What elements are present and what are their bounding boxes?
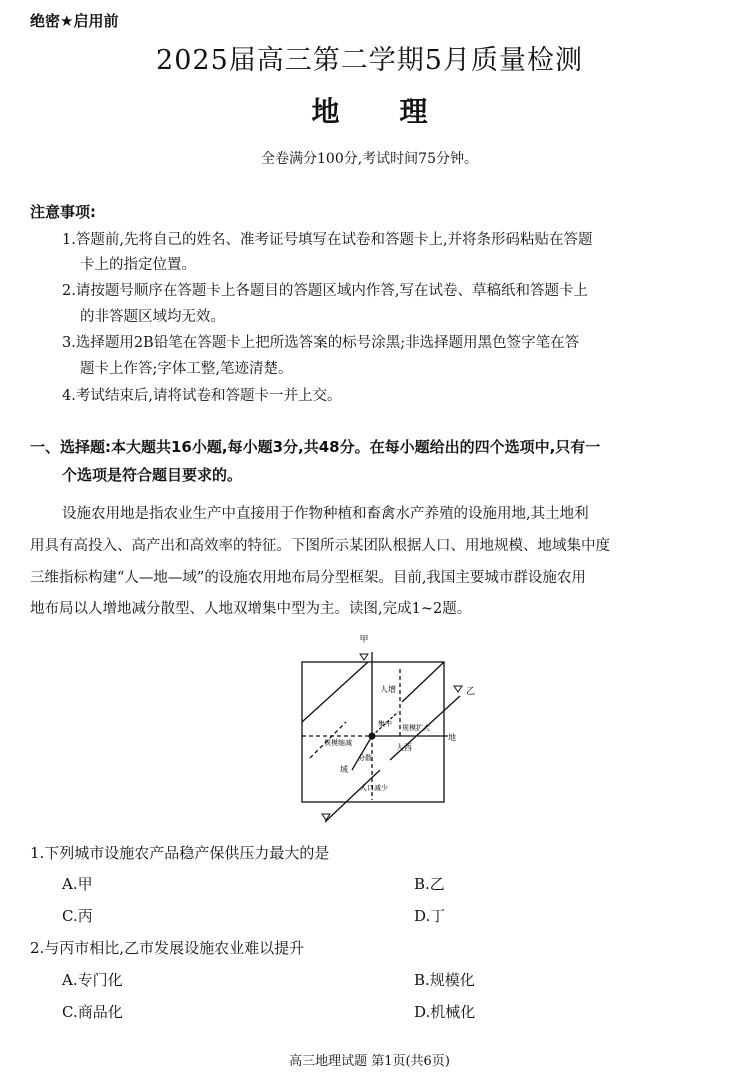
origin-dot <box>369 733 376 740</box>
passage-line: 设施农用地是指农业生产中直接用于作物种植和畜禽水产养殖的设施用地,其土地利 <box>62 506 589 522</box>
question-2-option-a[interactable]: A.专门化 <box>62 971 123 989</box>
label-yi: 乙 <box>466 687 476 697</box>
label-ren-tag: 人西 <box>396 743 412 752</box>
yu-axis <box>352 736 372 770</box>
question-1-stem: 1.下列城市设施农产品稳产保供压力最大的是 <box>30 844 330 862</box>
page-footer: 高三地理试题 第1页(共6页) <box>289 1054 450 1069</box>
land-layout-framework-diagram <box>290 630 476 835</box>
question-2-stem: 2.与丙市相比,乙市发展设施农业难以提升 <box>30 939 305 957</box>
question-2-option-c[interactable]: C.商品化 <box>62 1003 123 1021</box>
label-jia: 甲 <box>359 635 369 645</box>
label-suojian: 规模缩减 <box>324 739 352 747</box>
note-line: 2.请按题号顺序在答题卡上各题目的答题区域内作答,写在试卷、草稿纸和答题卡上 <box>62 283 588 299</box>
subject-title: 地理 <box>311 95 488 128</box>
triangle-yi <box>454 686 462 692</box>
section-heading-cont: 个选项是符合题目要求的。 <box>62 466 243 484</box>
notes-heading: 注意事项: <box>30 203 96 221</box>
label-fensan: 分散 <box>358 754 372 762</box>
triangle-jia <box>360 654 368 660</box>
note-line: 题卡上作答;字体工整,笔迹清楚。 <box>80 361 293 377</box>
confidential-mark: 绝密★启用前 <box>30 12 119 30</box>
section-heading: 一、选择题:本大题共16小题,每小题3分,共48分。在每小题给出的四个选项中,只有一 <box>30 438 601 456</box>
axis-di-label: 地 <box>448 733 456 742</box>
note-line: 的非答题区域均无效。 <box>80 309 225 325</box>
label-ren-zeng: 人增 <box>380 685 396 694</box>
label-jizhong: 集中 <box>378 720 392 728</box>
axis-yu-label: 域 <box>340 765 348 774</box>
passage-line: 三维指标构建“人—地—域”的设施农用地布局分型框架。目前,我国主要城市群设施农用 <box>30 570 586 586</box>
note-line: 卡上的指定位置。 <box>80 257 196 273</box>
plane-edge <box>402 662 444 702</box>
question-1-option-a[interactable]: A.甲 <box>62 875 93 893</box>
note-line: 4.考试结束后,请将试卷和答题卡一并上交。 <box>62 388 342 404</box>
plane-edge <box>302 662 368 722</box>
question-2-option-b[interactable]: B.规模化 <box>414 971 475 989</box>
question-1-option-c[interactable]: C.丙 <box>62 907 93 925</box>
question-1-option-b[interactable]: B.乙 <box>414 875 445 893</box>
exam-title: 2025届高三第二学期5月质量检测 <box>156 45 583 76</box>
note-line: 1.答题前,先将自己的姓名、准考证号填写在试卷和答题卡上,并将条形码粘贴在答题 <box>62 232 593 248</box>
score-time-note: 全卷满分100分,考试时间75分钟。 <box>261 151 478 167</box>
label-ren-jianshao: 人口减少 <box>360 784 388 792</box>
passage-line: 用具有高投入、高产出和高效率的特征。下图所示某团队根据人口、用地规模、地域集中度 <box>30 538 610 554</box>
label-kuoda: 规模扩大 <box>402 724 430 732</box>
question-1-option-d[interactable]: D.丁 <box>414 907 446 925</box>
note-line: 3.选择题用2B铅笔在答题卡上把所选答案的标号涂黑;非选择题用黑色签字笔在答 <box>62 335 580 351</box>
question-2-option-d[interactable]: D.机械化 <box>414 1003 476 1021</box>
passage-line: 地布局以人增地减分散型、人地双增集中型为主。读图,完成1~2题。 <box>30 601 472 617</box>
